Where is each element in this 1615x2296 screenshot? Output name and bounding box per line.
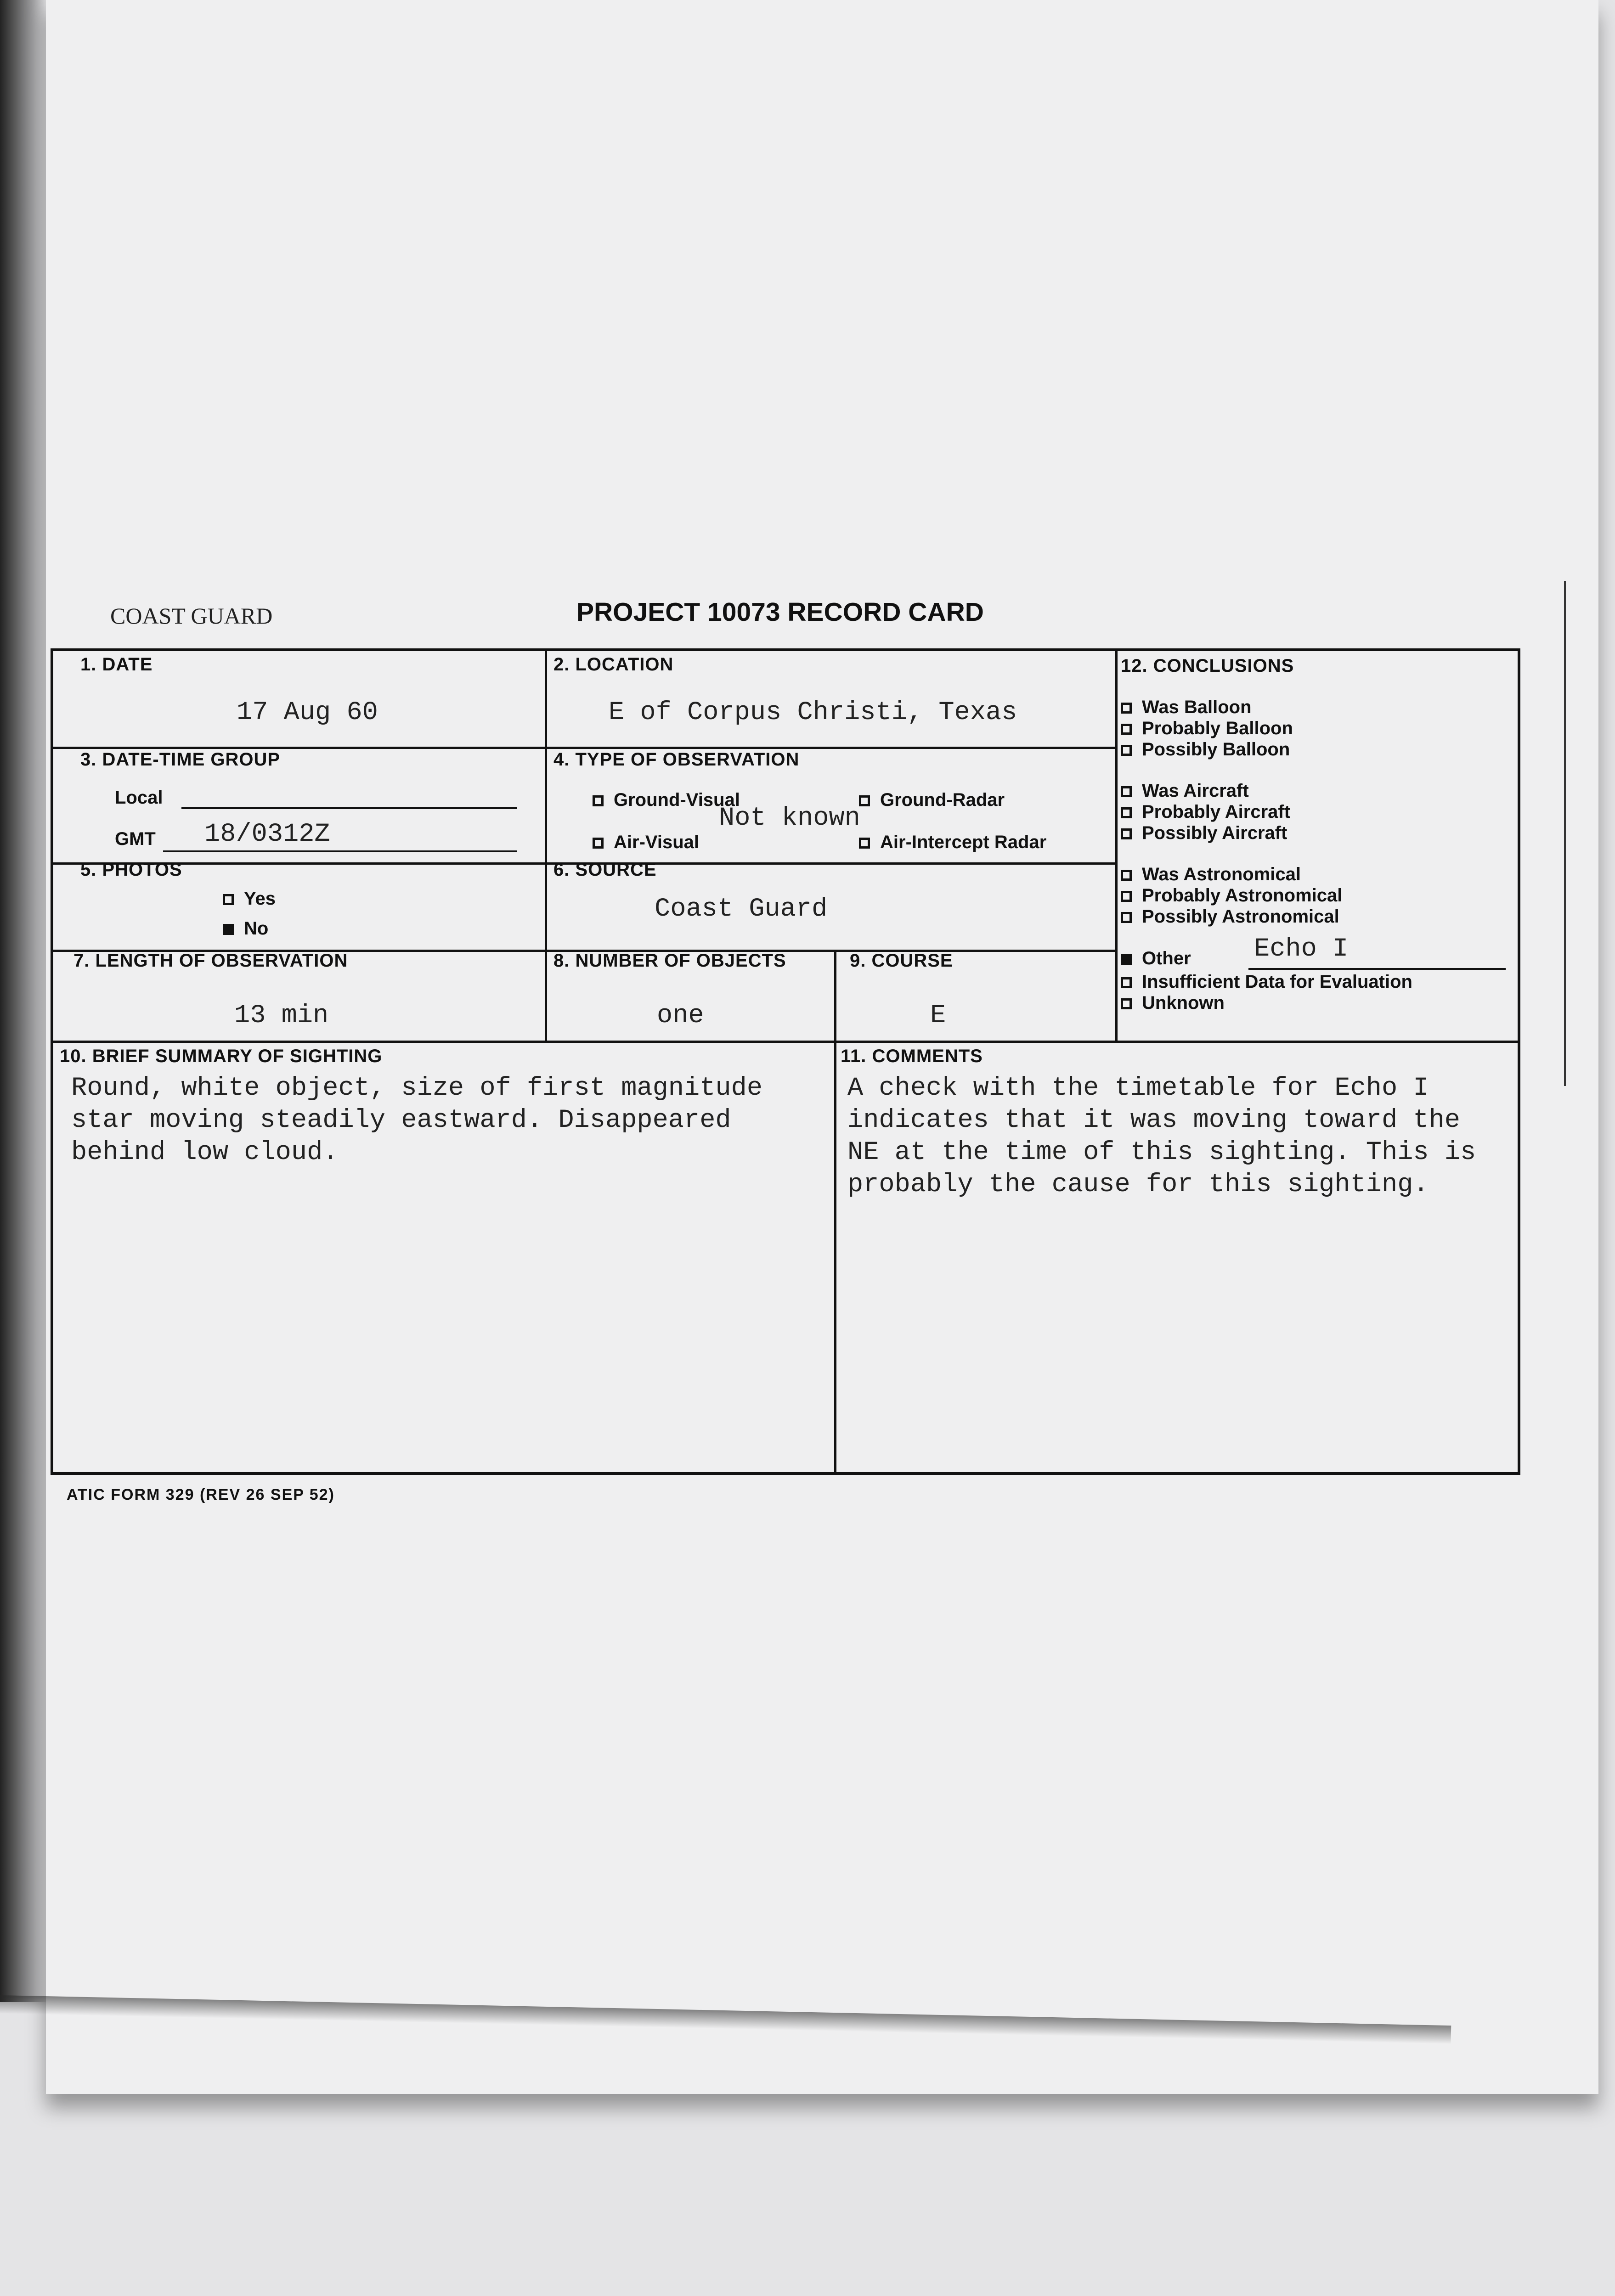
option-label: Air-Visual: [614, 832, 699, 852]
objects-value: one: [657, 1001, 704, 1030]
checkbox: [1121, 828, 1132, 839]
course-label: 9. COURSE: [850, 951, 953, 971]
conclusion-possibly-balloon: [1121, 739, 1290, 760]
other-value: Echo I: [1254, 934, 1349, 964]
location-value: E of Corpus Christi, Texas: [609, 698, 1017, 727]
right-edge-mark: [1564, 581, 1566, 1086]
conclusion-label: Probably Astronomical: [1142, 885, 1343, 906]
observation-note: Not known: [719, 804, 860, 833]
option-label: No: [244, 918, 269, 939]
divider: [53, 747, 1115, 749]
comments-text: [847, 1072, 1476, 1201]
conclusion-label: Was Aircraft: [1142, 781, 1249, 801]
checkbox: [1121, 998, 1132, 1009]
agency-header: COAST GUARD: [110, 603, 273, 629]
checkbox: [859, 838, 870, 849]
conclusion-label: Possibly Aircraft: [1142, 823, 1287, 843]
checkbox: [859, 795, 870, 806]
form-footer: ATIC FORM 329 (REV 26 SEP 52): [67, 1486, 335, 1503]
checkbox: [1121, 786, 1132, 797]
photos-no: [223, 918, 268, 939]
conclusion-label: Was Balloon: [1142, 697, 1252, 717]
divider: [545, 651, 547, 1041]
photos-label: 5. PHOTOS: [80, 860, 182, 880]
option-label: Yes: [244, 889, 276, 909]
comment-line: probably the cause for this sighting.: [847, 1170, 1429, 1199]
conclusions-label: 12. CONCLUSIONS: [1121, 656, 1294, 676]
checkbox: [1121, 807, 1132, 818]
course-value: E: [930, 1001, 946, 1030]
date-label: 1. DATE: [80, 654, 153, 675]
divider: [834, 950, 836, 1473]
card-title: PROJECT 10073 RECORD CARD: [576, 597, 984, 627]
conclusion-was-balloon: [1121, 697, 1252, 718]
conclusion-was-aircraft: [1121, 781, 1249, 801]
objects-label: 8. NUMBER OF OBJECTS: [553, 951, 786, 971]
option-ground-visual: [593, 790, 740, 810]
datetime-label: 3. DATE-TIME GROUP: [80, 749, 281, 770]
conclusion-possibly-aircraft: [1121, 823, 1287, 844]
conclusion-label: Possibly Astronomical: [1142, 906, 1339, 927]
option-ground-radar: [859, 790, 1005, 810]
summary-label: 10. BRIEF SUMMARY OF SIGHTING: [60, 1046, 383, 1066]
checkbox: [1121, 977, 1132, 988]
local-label: Local: [115, 788, 163, 808]
conclusion-label: Possibly Balloon: [1142, 739, 1290, 760]
photos-yes: [223, 889, 276, 909]
length-value: 13 min: [234, 1001, 329, 1030]
length-label: 7. LENGTH OF OBSERVATION: [73, 951, 348, 971]
checked-checkbox: [1121, 954, 1132, 965]
checkbox: [223, 894, 234, 905]
comment-line: A check with the timetable for Echo I: [847, 1074, 1429, 1103]
checkbox: [593, 795, 604, 806]
source-label: 6. SOURCE: [553, 860, 657, 880]
summary-line: Round, white object, size of first magnitude: [71, 1074, 763, 1103]
date-value: 17 Aug 60: [237, 698, 378, 727]
checked-checkbox: [223, 924, 234, 935]
other-line: [1248, 968, 1506, 970]
summary-line: star moving steadily eastward. Disappeared: [71, 1106, 731, 1135]
comment-line: NE at the time of this sighting. This is: [847, 1138, 1476, 1167]
checkbox: [593, 838, 604, 849]
summary-text: [71, 1072, 762, 1169]
gmt-line: [163, 850, 517, 852]
checkbox: [1121, 745, 1132, 756]
conclusion-was-astronomical: [1121, 864, 1301, 885]
checkbox: [1121, 703, 1132, 714]
checkbox: [1121, 891, 1132, 902]
checkbox: [1121, 724, 1132, 735]
summary-line: behind low cloud.: [71, 1138, 339, 1167]
option-label: Ground-Radar: [880, 790, 1005, 810]
option-air-visual: [593, 832, 699, 853]
divider: [53, 1041, 1519, 1043]
checkbox: [1121, 870, 1132, 881]
film-edge: [0, 0, 46, 2002]
comments-label: 11. COMMENTS: [841, 1046, 983, 1066]
conclusion-label: Probably Balloon: [1142, 718, 1293, 738]
conclusion-label: Insufficient Data for Evaluation: [1142, 972, 1412, 992]
conclusion-possibly-astronomical: [1121, 906, 1339, 927]
divider: [1115, 651, 1118, 1041]
checkbox: [1121, 912, 1132, 923]
comment-line: indicates that it was moving toward the: [847, 1106, 1461, 1135]
source-value: Coast Guard: [655, 895, 828, 924]
location-label: 2. LOCATION: [553, 654, 674, 675]
option-air-intercept-radar: [859, 832, 1046, 853]
gmt-value: 18/0312Z: [204, 820, 330, 849]
observation-type-label: 4. TYPE OF OBSERVATION: [553, 749, 800, 770]
conclusion-label: Probably Aircraft: [1142, 802, 1291, 822]
gmt-label: GMT: [115, 829, 156, 849]
conclusion-label: Other: [1142, 948, 1191, 968]
conclusion-insufficient-data: [1121, 972, 1412, 992]
conclusion-label: Unknown: [1142, 993, 1225, 1013]
conclusion-label: Was Astronomical: [1142, 864, 1301, 884]
conclusion-unknown: [1121, 993, 1225, 1013]
conclusion-probably-astronomical: [1121, 885, 1342, 906]
local-line: [181, 807, 517, 809]
conclusion-probably-balloon: [1121, 718, 1293, 739]
conclusion-probably-aircraft: [1121, 802, 1290, 822]
option-label: Air-Intercept Radar: [880, 832, 1047, 852]
conclusion-other: [1121, 948, 1191, 969]
option-label: Ground-Visual: [614, 790, 740, 810]
